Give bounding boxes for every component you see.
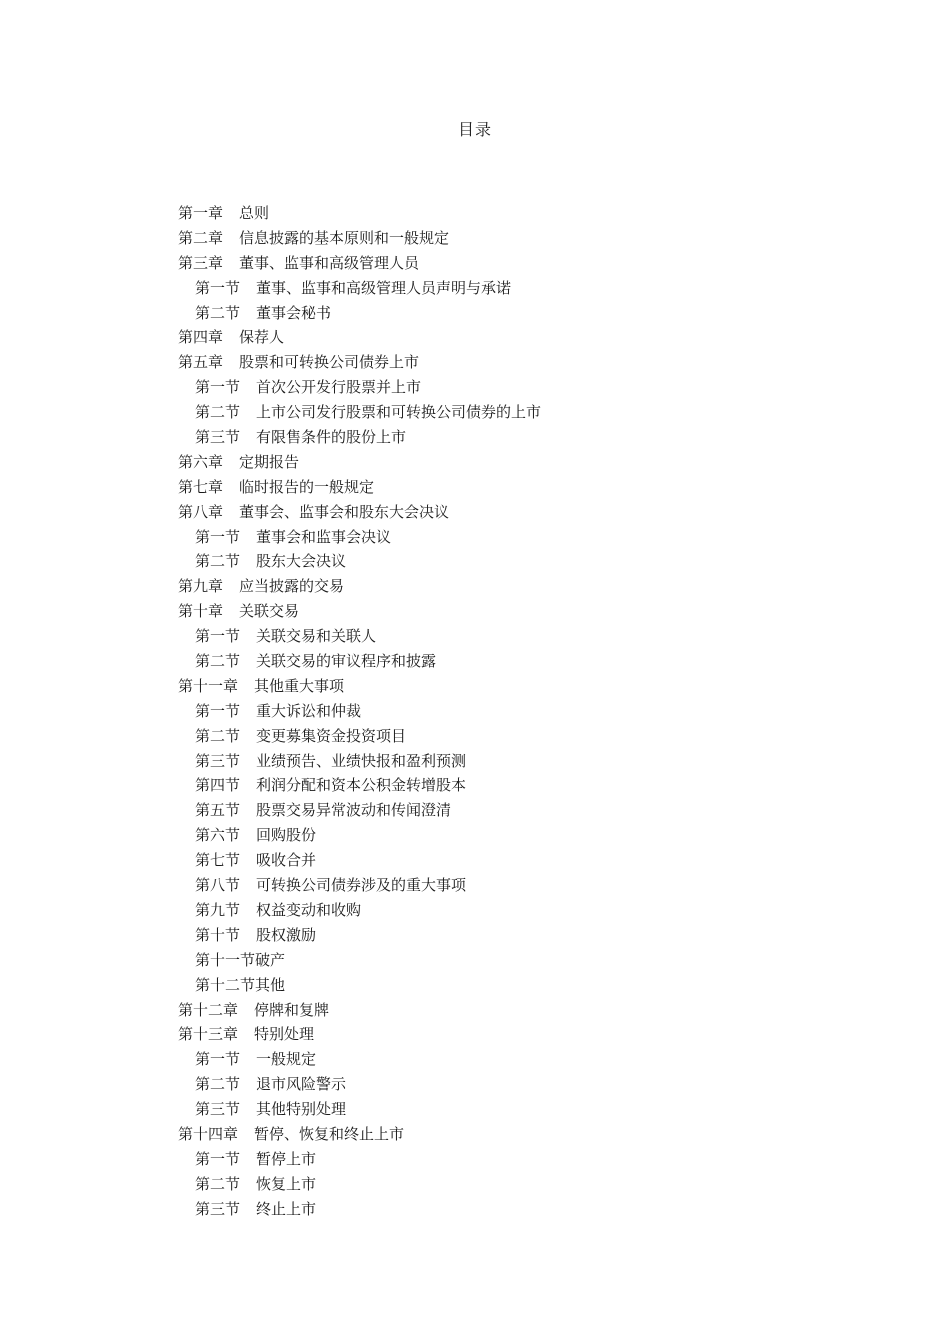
toc-entry-number: 第七章 [178, 477, 224, 496]
toc-chapter-item[interactable] [178, 226, 778, 251]
toc-entry-number: 第十三章 [178, 1025, 239, 1044]
toc-section-item[interactable] [178, 724, 778, 749]
toc-chapter-item[interactable] [178, 1122, 778, 1147]
toc-entry-number: 第一节 [195, 378, 241, 397]
toc-entry-number: 第十一章 [178, 676, 239, 695]
toc-section-item[interactable] [178, 923, 778, 948]
toc-entry-title: 董事会和监事会决议 [256, 527, 392, 546]
toc-entry-number: 第四章 [178, 328, 224, 347]
toc-entry-title: 业绩预告、业绩快报和盈利预测 [256, 751, 467, 770]
toc-chapter-item[interactable] [178, 325, 778, 350]
toc-entry-number: 第十一节 [195, 950, 256, 969]
toc-section-item[interactable] [178, 798, 778, 823]
toc-entry-title: 停牌和复牌 [254, 1000, 330, 1019]
toc-section-item[interactable] [178, 1172, 778, 1197]
toc-chapter-item[interactable] [178, 450, 778, 475]
toc-section-item[interactable] [178, 873, 778, 898]
toc-entry-title: 恢复上市 [256, 1174, 317, 1193]
toc-entry-title: 暂停、恢复和终止上市 [254, 1124, 405, 1143]
toc-section-item[interactable] [178, 375, 778, 400]
toc-entry-title: 其他 [255, 975, 286, 994]
toc-section-item[interactable] [178, 1147, 778, 1172]
toc-entry-number: 第二节 [195, 303, 241, 322]
toc-entry-title: 股票和可转换公司债券上市 [239, 353, 420, 372]
toc-entry-title: 关联交易和关联人 [256, 627, 377, 646]
toc-entry-number: 第一节 [195, 1050, 241, 1069]
toc-section-item[interactable] [178, 898, 778, 923]
toc-entry-number: 第二章 [178, 228, 224, 247]
toc-entry-title: 暂停上市 [256, 1149, 317, 1168]
toc-chapter-item[interactable] [178, 475, 778, 500]
toc-entry-title: 董事会秘书 [256, 303, 332, 322]
toc-entry-number: 第一节 [195, 1149, 241, 1168]
toc-entry-title: 股票交易异常波动和传闻澄清 [256, 801, 452, 820]
toc-entry-title: 上市公司发行股票和可转换公司债券的上市 [256, 403, 542, 422]
toc-entry-number: 第三章 [178, 253, 224, 272]
toc-entry-title: 董事、监事和高级管理人员 [239, 253, 420, 272]
toc-entry-number: 第二节 [195, 1075, 241, 1094]
toc-entry-number: 第六章 [178, 452, 224, 471]
toc-entry-title: 信息披露的基本原则和一般规定 [239, 228, 450, 247]
toc-entry-number: 第八章 [178, 502, 224, 521]
toc-chapter-item[interactable] [178, 251, 778, 276]
toc-entry-title: 重大诉讼和仲裁 [256, 701, 362, 720]
toc-entry-number: 第一节 [195, 278, 241, 297]
toc-entry-title: 首次公开发行股票并上市 [256, 378, 422, 397]
toc-entry-number: 第三节 [195, 428, 241, 447]
toc-section-item[interactable] [178, 823, 778, 848]
toc-entry-title: 总则 [239, 204, 270, 222]
toc-entry-title: 破产 [255, 950, 286, 969]
toc-section-item[interactable] [178, 276, 778, 301]
page-title: 目录 [457, 120, 492, 139]
toc-entry-number: 第二节 [195, 1174, 241, 1193]
toc-entry-number: 第七节 [195, 851, 241, 870]
toc-section-item[interactable] [178, 624, 778, 649]
toc-section-item[interactable] [178, 301, 778, 326]
toc-chapter-item[interactable] [178, 201, 778, 226]
toc-entry-number: 第十二章 [178, 1000, 239, 1019]
toc-section-item[interactable] [178, 1097, 778, 1122]
toc-entry-number: 第十章 [178, 602, 224, 621]
toc-section-item[interactable] [178, 848, 778, 873]
toc-section-item[interactable] [178, 699, 778, 724]
toc-entry-number: 第一节 [195, 701, 241, 720]
toc-chapter-item[interactable] [178, 674, 778, 699]
toc-entry-number: 第一节 [195, 527, 241, 546]
toc-entry-title: 可转换公司债券涉及的重大事项 [256, 876, 467, 895]
toc-entry-title: 临时报告的一般规定 [239, 477, 375, 496]
toc-section-item[interactable] [178, 425, 778, 450]
toc-entry-number: 第二节 [195, 403, 241, 422]
toc-chapter-item[interactable] [178, 1022, 778, 1047]
toc-section-item[interactable] [178, 773, 778, 798]
toc-section-item[interactable] [178, 1047, 778, 1072]
toc-entry-title: 董事、监事和高级管理人员声明与承诺 [256, 278, 512, 297]
toc-chapter-item[interactable] [178, 599, 778, 624]
table-of-contents [178, 201, 778, 1222]
toc-entry-title: 其他特别处理 [256, 1100, 347, 1119]
toc-entry-title: 关联交易 [239, 602, 300, 621]
toc-entry-number: 第五章 [178, 353, 224, 372]
toc-chapter-item[interactable] [178, 574, 778, 599]
toc-section-item[interactable] [178, 1197, 778, 1222]
toc-entry-title: 吸收合并 [256, 851, 317, 870]
toc-entry-number: 第十四章 [178, 1124, 239, 1143]
toc-entry-number: 第九章 [178, 577, 224, 596]
toc-section-item[interactable] [178, 649, 778, 674]
toc-entry-number: 第二节 [195, 652, 241, 671]
toc-section-item[interactable] [178, 749, 778, 774]
toc-entry-title: 退市风险警示 [256, 1075, 347, 1094]
toc-chapter-item[interactable] [178, 500, 778, 525]
toc-entry-title: 定期报告 [239, 452, 300, 471]
toc-entry-number: 第三节 [195, 1100, 241, 1119]
toc-entry-number: 第二节 [195, 726, 241, 745]
toc-entry-title: 回购股份 [256, 826, 317, 845]
toc-entry-title: 利润分配和资本公积金转增股本 [256, 776, 467, 795]
toc-entry-number: 第一章 [178, 204, 224, 222]
toc-entry-number: 第四节 [195, 776, 241, 795]
toc-section-item[interactable] [178, 549, 778, 574]
toc-section-item[interactable] [178, 400, 778, 425]
toc-entry-number: 第九节 [195, 900, 241, 919]
toc-entry-number: 第二节 [195, 552, 241, 571]
toc-entry-title: 终止上市 [256, 1199, 317, 1218]
toc-entry-title: 保荐人 [239, 328, 285, 347]
toc-entry-number: 第三节 [195, 1199, 241, 1218]
toc-chapter-item[interactable] [178, 998, 778, 1023]
toc-entry-title: 有限售条件的股份上市 [256, 428, 407, 447]
toc-chapter-item[interactable] [178, 350, 778, 375]
toc-entry-title: 变更募集资金投资项目 [256, 726, 407, 745]
toc-entry-title: 一般规定 [256, 1050, 317, 1069]
toc-section-item[interactable] [178, 948, 778, 973]
toc-entry-title: 股权激励 [256, 925, 317, 944]
toc-entry-title: 其他重大事项 [254, 676, 345, 695]
toc-entry-number: 第十二节 [195, 975, 256, 994]
toc-entry-title: 特别处理 [254, 1025, 315, 1044]
toc-entry-number: 第三节 [195, 751, 241, 770]
toc-entry-number: 第一节 [195, 627, 241, 646]
toc-entry-number: 第十节 [195, 925, 241, 944]
toc-entry-title: 股东大会决议 [256, 552, 347, 571]
toc-entry-title: 应当披露的交易 [239, 577, 345, 596]
toc-section-item[interactable] [178, 525, 778, 550]
toc-entry-number: 第五节 [195, 801, 241, 820]
toc-section-item[interactable] [178, 1072, 778, 1097]
toc-section-item[interactable] [178, 973, 778, 998]
toc-entry-title: 权益变动和收购 [256, 900, 362, 919]
toc-entry-number: 第六节 [195, 826, 241, 845]
toc-entry-number: 第八节 [195, 876, 241, 895]
toc-entry-title: 董事会、监事会和股东大会决议 [239, 502, 450, 521]
toc-entry-title: 关联交易的审议程序和披露 [256, 652, 437, 671]
